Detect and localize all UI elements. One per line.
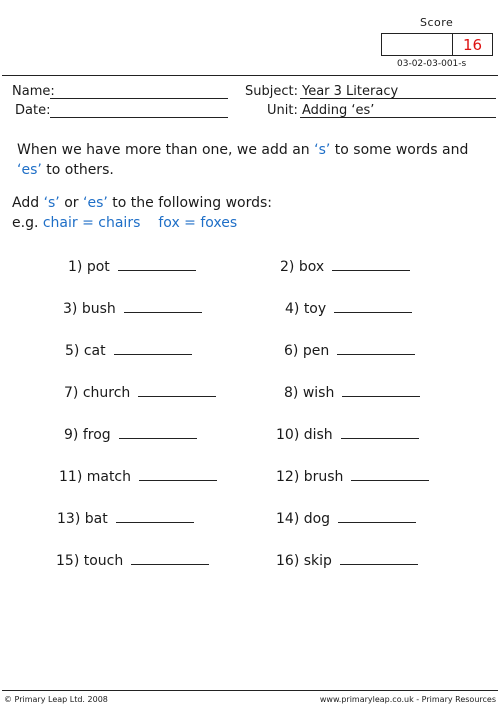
question-16 [276,552,418,569]
question-3 [63,300,202,317]
unit-label: Unit: [267,103,298,118]
footer-divider [2,690,498,691]
intro-part3: to others. [41,162,114,178]
example-2: fox = foxes [158,215,238,231]
question-label: 3) bush [63,301,116,317]
answer-blank[interactable] [116,510,194,523]
score-value: 16 [462,36,483,54]
question-5 [65,342,192,359]
question-label: 7) church [64,385,131,401]
question-8 [284,384,420,401]
instruction [12,193,272,233]
answer-blank[interactable] [341,426,419,439]
question-label: 10) dish [276,427,333,443]
footer-copyright: © Primary Leap Ltd. 2008 [4,695,108,704]
header-divider [2,75,498,76]
instr-es: ‘es’ [83,195,108,211]
question-12 [276,468,429,485]
name-line[interactable] [50,98,228,99]
question-10 [276,426,419,443]
answer-blank[interactable] [138,384,216,397]
intro-s: ‘s’ [314,142,331,158]
subject-line [300,98,496,99]
answer-blank[interactable] [139,468,217,481]
question-11 [59,468,217,485]
answer-blank[interactable] [351,468,429,481]
question-label: 9) frog [64,427,111,443]
intro-part2: to some words and [330,142,469,158]
answer-blank[interactable] [124,300,202,313]
question-label: 15) touch [56,553,124,569]
unit-value: Adding ‘es’ [302,103,375,118]
question-label: 11) match [59,469,132,485]
intro-es: ‘es’ [17,162,42,178]
unit-line [300,117,496,118]
answer-blank[interactable] [119,426,197,439]
instr-s: ‘s’ [43,195,60,211]
date-line[interactable] [50,117,228,118]
answer-blank[interactable] [334,300,412,313]
question-4 [285,300,412,317]
score-blank-cell [382,34,453,55]
question-label: 4) toy [285,301,327,317]
example-prefix: e.g. [12,215,43,231]
instr-c: to the following words: [107,195,273,211]
score-box [381,33,493,56]
question-label: 12) brush [276,469,344,485]
instr-a: Add [12,195,44,211]
footer-website: www.primaryleap.co.uk - Primary Resources [319,695,496,704]
question-2 [280,258,410,275]
answer-blank[interactable] [332,258,410,271]
answer-blank[interactable] [342,384,420,397]
name-label: Name: [12,84,55,99]
question-14 [276,510,416,527]
answer-blank[interactable] [131,552,209,565]
answer-blank[interactable] [337,342,415,355]
subject-label: Subject: [245,84,298,99]
question-7 [64,384,216,401]
question-label: 1) pot [68,259,110,275]
score-label: Score [420,16,454,29]
question-label: 2) box [280,259,325,275]
question-label: 16) skip [276,553,332,569]
worksheet-code: 03-02-03-001-s [397,59,467,69]
question-label: 6) pen [284,343,330,359]
intro-text [17,140,487,180]
answer-blank[interactable] [340,552,418,565]
question-label: 13) bat [57,511,108,527]
answer-blank[interactable] [338,510,416,523]
subject-value: Year 3 Literacy [302,84,399,99]
example-1: chair = chairs [42,215,141,231]
question-15 [56,552,209,569]
question-label: 8) wish [284,385,335,401]
date-label: Date: [15,103,51,118]
answer-blank[interactable] [118,258,196,271]
instr-b: or [59,195,83,211]
question-6 [284,342,415,359]
question-label: 14) dog [276,511,331,527]
answer-blank[interactable] [114,342,192,355]
question-13 [57,510,194,527]
question-9 [64,426,197,443]
intro-part1: When we have more than one, we add an [17,142,315,158]
question-1 [68,258,196,275]
question-label: 5) cat [65,343,106,359]
